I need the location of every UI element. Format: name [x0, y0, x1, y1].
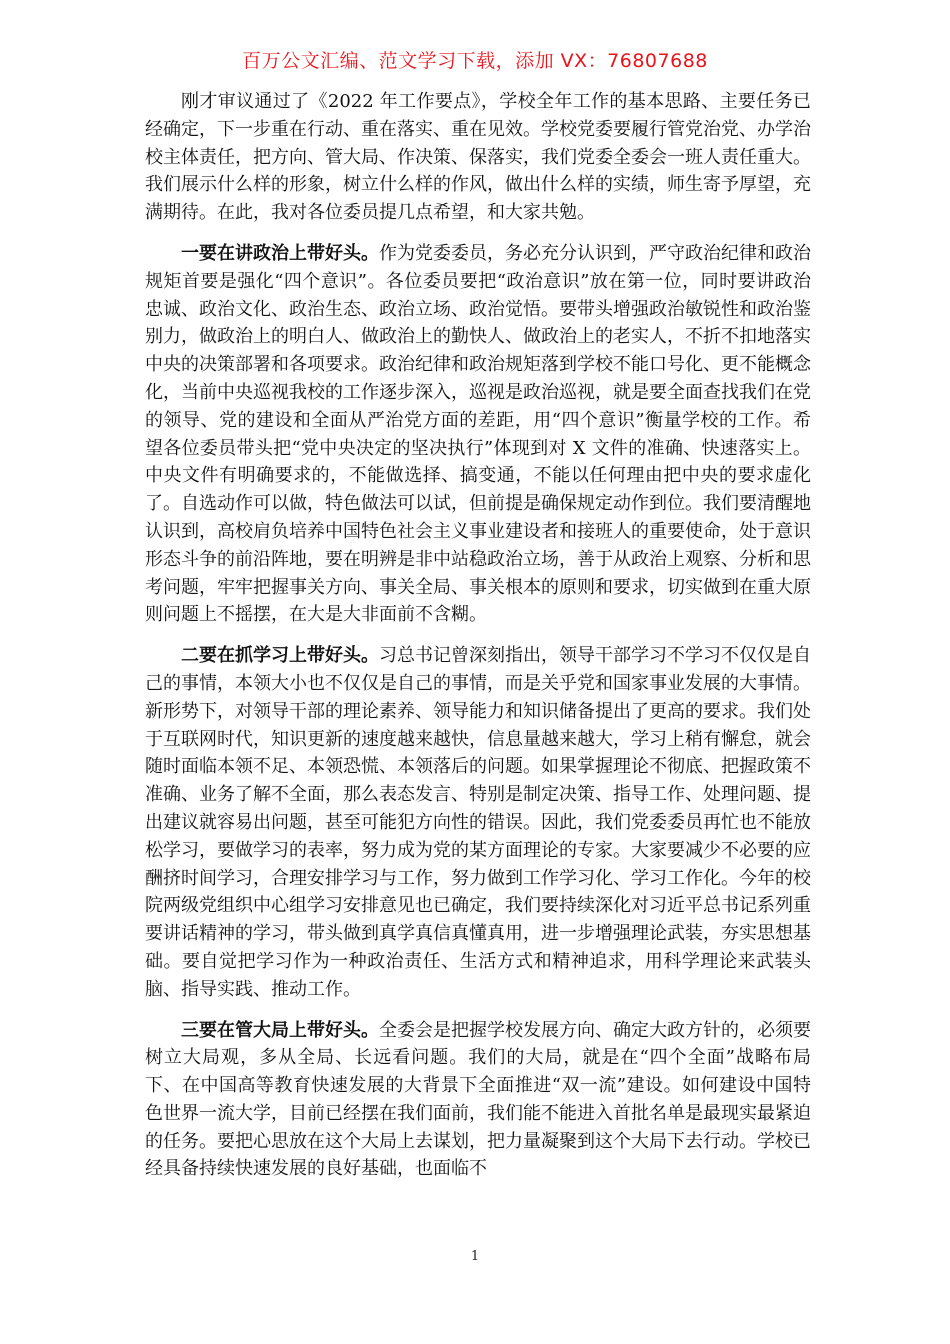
- paragraph-text: 作为党委委员，务必充分认识到，严守政治纪律和政治规矩首要是强化“四个意识”。各位委员要把“政治意识”放在第一位，同时要讲政治忠诚、政治文化、政治生态、政治立场、政治觉悟。要带头增强政治敏锐性和政治鉴别力，做政治上的明白人、做政治上的勤快人、做政治上的老实人，不折不扣地落实中央的决策部署和各项要求。政治纪律和政治规矩落到学校不能口号化、更不能概念化，当前中央巡视我校的工作逐步深入，巡视是政治巡视，就是要全面查找我们在党的领导、党的建设和全面从严治党方面的差距，用“四个意识”衡量学校的工作。希望各位委员带头把“党中央决定的坚决执行”体现到对 X 文件的准确、快速落实上。中央文件有明确要求的，不能做选择、搞变通，不能以任何理由把中央的要求虚化了。自选动作可以做，特色做法可以试，但前提是确保规定动作到位。我们要清醒地认识到，高校肩负培养中国特色社会主义事业建设者和接班人的重要使命，处于意识形态斗争的前沿阵地，要在明辨是非中站稳政治立场，善于从政治上观察、分析和思考问题，牢牢把握事关方向、事关全局、事关根本的原则和要求，切实做到在重大原则问题上不摇摆，在大是大非面前不含糊。: [145, 242, 811, 626]
- paragraph-text: 全委会是把握学校发展方向、确定大政方针的，必须要树立大局观，多从全局、长远看问题。我们的大局，就是在“四个全面”战略布局下、在中国高等教育快速发展的大背景下全面推进“双一流”建设。如何建设中国特色世界一流大学，目前已经摆在我们面前，我们能不能进入首批名单是最现实最紧迫的任务。要把心思放在这个大局上去谋划，把力量凝聚到这个大局下去行动。学校已经具备持续快速发展的良好基础，也面临不: [145, 1019, 811, 1180]
- paragraph-lead: 二要在抓学习上带好头。: [181, 645, 379, 667]
- paragraph-learning: [145, 642, 811, 1003]
- document-body: [145, 88, 811, 1196]
- paragraph-lead: 一要在讲政治上带好头。: [181, 242, 379, 264]
- page-number: 1: [470, 1249, 480, 1264]
- paragraph-overall: [145, 1017, 811, 1184]
- paragraph-text: 刚才审议通过了《2022 年工作要点》，学校全年工作的基本思路、主要任务已经确定，下一步重在行动、重在落实、重在见效。学校党委要履行管党治党、办学治校主体责任，把方向、管大局、作决策、保落实，我们党委全委会一班人责任重大。我们展示什么样的形象，树立什么样的作风，做出什么样的实绩，师生寄予厚望，充满期待。在此，我对各位委员提几点希望，和大家共勉。: [145, 91, 811, 224]
- paragraph-text: 习总书记曾深刻指出，领导干部学习不学习不仅仅是自己的事情，本领大小也不仅仅是自己的事情，而是关乎党和国家事业发展的大事情。新形势下，对领导干部的理论素养、领导能力和知识储备提出了更高的要求。我们处于互联网时代，知识更新的速度越来越快，信息量越来越大，学习上稍有懈怠，就会随时面临本领不足、本领恐慌、本领落后的问题。如果掌握理论不彻底、把握政策不准确、业务了解不全面，那么表态发言、特别是制定决策、指导工作、处理问题、提出建议就容易出问题，甚至可能犯方向性的错误。因此，我们党委委员再忙也不能放松学习，要做学习的表率，努力成为党的某方面理论的专家。大家要减少不必要的应酬挤时间学习，合理安排学习与工作，努力做到工作学习化、学习工作化。今年的校院两级党组织中心组学习安排意见也已确定，我们要持续深化对习近平总书记系列重要讲话精神的学习，带头做到真学真信真懂真用，进一步增强理论武装，夯实思想基础。要自觉把学习作为一种政治责任、生活方式和精神追求，用科学理论来武装头脑、指导实践、推动工作。: [145, 645, 811, 1000]
- paragraph-politics: [145, 240, 811, 629]
- promo-banner: 百万公文汇编、范文学习下载，添加 VX：76807688: [242, 50, 708, 72]
- paragraph-lead: 三要在管大局上带好头。: [181, 1019, 379, 1041]
- paragraph-intro: [145, 88, 811, 227]
